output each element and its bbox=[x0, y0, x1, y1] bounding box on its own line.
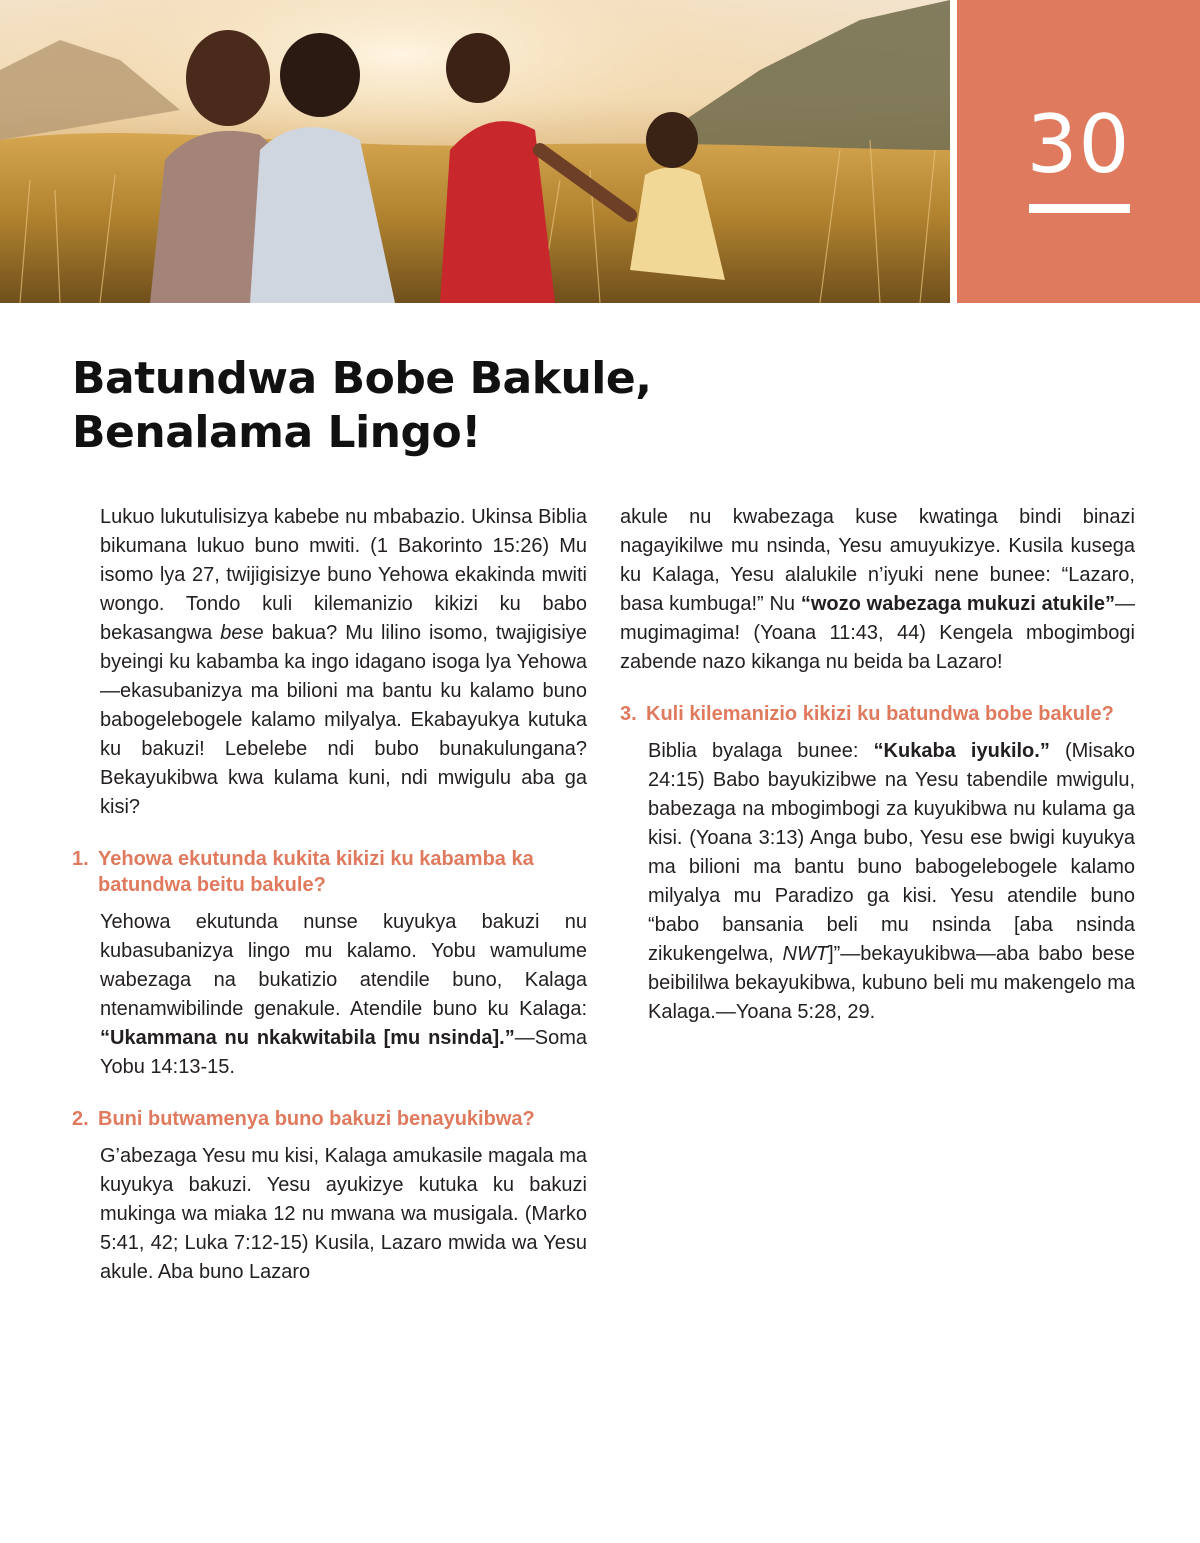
right-column bbox=[620, 503, 1135, 1027]
question-3-number: 3. bbox=[620, 703, 637, 725]
answer-2-paragraph: G’abezaga Yesu mu kisi, Kalaga amukasile magala ma kuyukya bakuzi. Yesu ayukizye kutuka ku bakuzi mukinga wa miaka 12 nu mwana wa musigala. (Marko 5:41, 42; Luka 7:12-15) Kusila, Lazaro mwida wa Yesu akule. Aba buno Lazaro bbox=[100, 1145, 587, 1283]
answer-3-text-3: ]”—bekayukibwa—aba babo bese beibililwa bekayukibwa, kubuno beli mu makengelo ma Kalaga.—Yoana 5:28, 29. bbox=[648, 943, 1135, 1023]
answer-1-text-2: —Soma Yobu 14:13-15. bbox=[100, 1027, 587, 1078]
family-field-illustration bbox=[0, 0, 950, 303]
answer-3-text-1: Biblia byalaga bunee: bbox=[648, 740, 874, 762]
answer-2-cont-text-2: —mugimagima! (Yoana 11:43, 44) Kengela mbogimbogi zabende nazo kikanga nu beida ba Lazaro! bbox=[620, 593, 1135, 673]
question-3-heading bbox=[620, 701, 1135, 727]
answer-1-paragraph bbox=[100, 908, 587, 1082]
title-line-2: Benalama Lingo! bbox=[72, 407, 481, 458]
question-1-number: 1. bbox=[72, 848, 89, 870]
lesson-number: 30 bbox=[1026, 98, 1131, 191]
question-1-text: Yehowa ekutunda kukita kikizi ku kabamba ka batundwa beitu bakule? bbox=[98, 848, 534, 896]
question-2-text: Buni butwamenya buno bakuzi benayukibwa? bbox=[98, 1108, 535, 1130]
question-2-number: 2. bbox=[72, 1108, 89, 1130]
lesson-number-badge bbox=[957, 0, 1200, 303]
hero-photo bbox=[0, 0, 950, 303]
answer-3-italic: NWT bbox=[782, 943, 829, 965]
intro-text-2: bakua? Mu lilino isomo, twajigisiye byeingi ku kabamba ka ingo idagano isoga lya Yehowa—ekasubanizya ma bilioni ma bantu ku kalamo buno babogelebogele kalamo milyalya. Ekabayukya kutuka ku bakuzi! Lebelebe ndi bubo bunakulungana? Bekayukibwa kwa kulama kuni, ndi mwigulu aba ga kisi? bbox=[100, 622, 587, 818]
intro-text-1: Lukuo lukutulisizya kabebe nu mbabazio. Ukinsa Biblia bikumana lukuo buno mwiti. (1 Bakorinto 15:26) Mu isomo lya 27, twijigisizye buno Yehowa ekakinda mwiti wongo. Tondo kuli kilemanizio kikizi ku babo bekasangwa bbox=[100, 506, 587, 644]
lesson-title bbox=[72, 352, 651, 460]
answer-3-bold: “Kukaba iyukilo.” bbox=[873, 740, 1050, 762]
answer-3-paragraph bbox=[648, 737, 1135, 1027]
left-column bbox=[72, 503, 587, 1287]
question-1-heading bbox=[72, 846, 587, 898]
answer-2-bold: “wozo wabezaga mukuzi atukile” bbox=[800, 593, 1115, 615]
title-line-1: Batundwa Bobe Bakule, bbox=[72, 353, 652, 404]
answer-2-continued bbox=[620, 503, 1135, 677]
intro-italic: bese bbox=[220, 622, 264, 644]
answer-1-bold: “Ukammana nu nkakwitabila [mu nsinda].” bbox=[100, 1027, 515, 1049]
answer-2-cont-text-1: akule nu kwabezaga kuse kwatinga bindi binazi nagayikilwe mu nsinda, Yesu amuyukizye. Kusila kusega ku Kalaga, Yesu alalukile n’iyuki nene bunee: “Lazaro, basa kumbuga!” Nu bbox=[620, 506, 1135, 615]
intro-paragraph bbox=[100, 503, 587, 822]
question-2-heading bbox=[72, 1106, 587, 1132]
answer-1-text-1: Yehowa ekutunda nunse kuyukya bakuzi nu kubasubanizya lingo mu kalamo. Yobu wamulume wabezaga na bukatizio atendile buno, Kalaga ntenamwibilinde genakule. Atendile buno ku Kalaga: bbox=[100, 911, 587, 1020]
answer-3-text-2: (Misako 24:15) Babo bayukizibwe na Yesu tabendile mwigulu, babezaga na mbogimbogi za kuyukibwa nu kulama ga kisi. (Yoana 3:13) Anga bubo, Yesu ese bwigi kuyukya ma bilioni ma bantu buno babogelebogele kalamo milyalya mu Paradizo ga kisi. Yesu atendile buno “babo bansania beli mu nsinda [aba nsinda zikukengelwa, bbox=[648, 740, 1135, 965]
question-3-text: Kuli kilemanizio kikizi ku batundwa bobe bakule? bbox=[646, 703, 1114, 725]
badge-underline bbox=[1029, 204, 1130, 213]
